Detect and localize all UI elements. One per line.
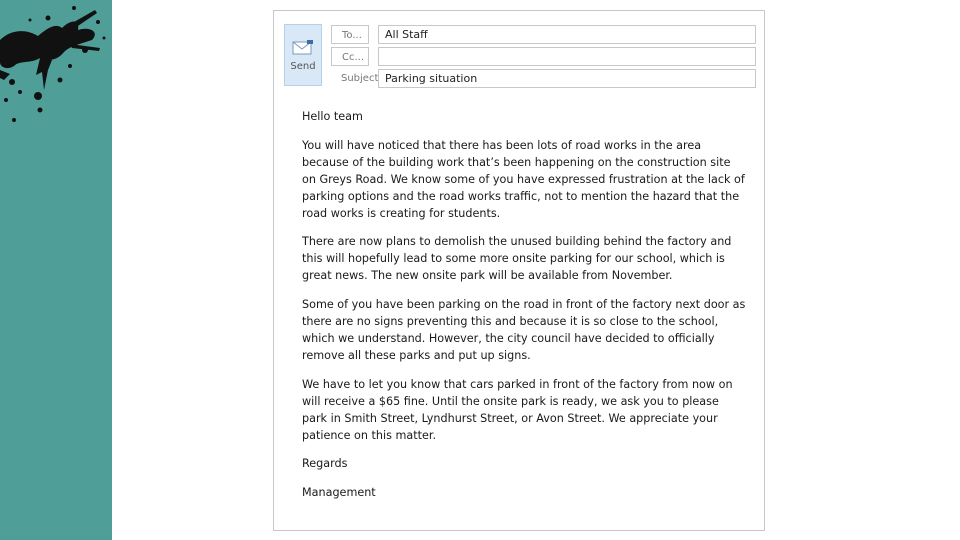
body-paragraph: There are now plans to demolish the unused building behind the factory and this will hopefully lead to some more onsite parking for our school, which is great news. The new onsite park will be available from November. [302, 235, 732, 283]
signature: Management [302, 486, 376, 500]
email-compose-window [273, 10, 765, 531]
message-body[interactable] [302, 109, 746, 514]
envelope-icon [292, 39, 314, 55]
send-button[interactable] [284, 24, 322, 86]
closing: Regards [302, 457, 348, 471]
ink-splatter-icon [0, 0, 112, 130]
greeting: Hello team [302, 110, 363, 123]
cc-button[interactable]: Cc... [331, 47, 369, 66]
to-field[interactable]: All Staff [378, 25, 756, 44]
to-button[interactable]: To... [331, 25, 369, 44]
cc-field[interactable] [378, 47, 756, 66]
body-paragraph: You will have noticed that there has been lots of road works in the area because of the building work that’s been happening on the construction site on Greys Road. We know some of you have expressed frustration at the lack of parking options and the road works traffic, not to mention the hazard that the road works is creating for students. [302, 138, 745, 220]
subject-field[interactable]: Parking situation [378, 69, 756, 88]
body-paragraph: Some of you have been parking on the road in front of the factory next door as there are no signs preventing this and because it is so close to the school, which we understand. However, the city council have decided to officially remove all these parks and put up signs. [302, 298, 746, 362]
send-label: Send [290, 60, 316, 72]
teal-sidebar-strip [0, 0, 112, 540]
subject-label: Subject [341, 73, 379, 84]
body-paragraph: We have to let you know that cars parked in front of the factory from now on will receive a $65 fine. Until the onsite park is ready, we ask you to please park in Smith Street, Lyndhurst Street, or Avon Street. We appreciate your patience on this matter. [302, 377, 733, 442]
